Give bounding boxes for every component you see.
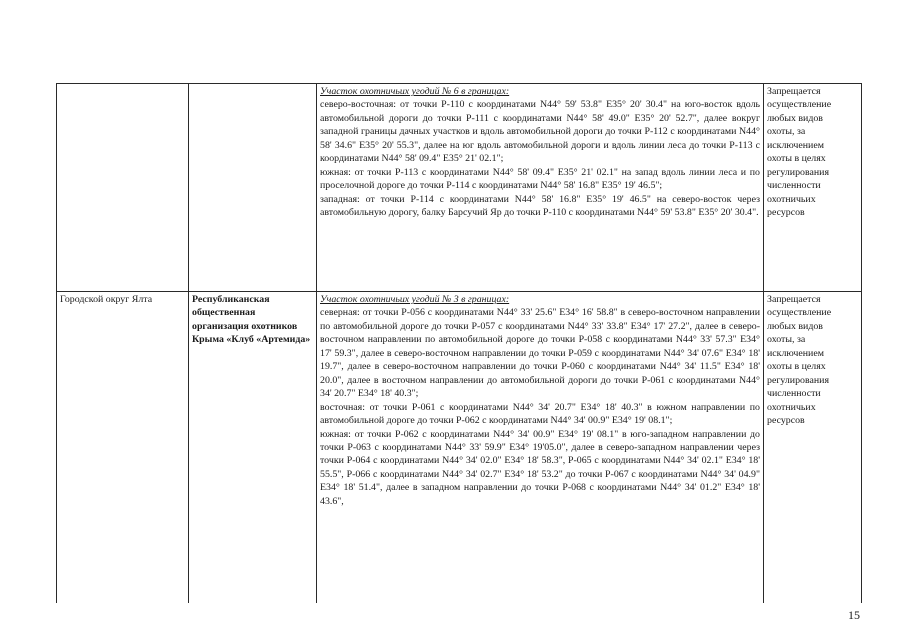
table-row [57,292,862,604]
restriction-text: Запрещается осуществление любых видов охоты, за исключением охоты в целях регулирования численности охотничьих ресурсов [767,86,832,219]
region-name: Городской округ Ялта [60,294,153,305]
organization-name: Республиканская общественная организация охотников Крыма «Клуб «Артемида» [192,294,311,346]
plot-heading: Участок охотничьих угодий № 3 в границах: [320,294,510,305]
restriction-text: Запрещается осуществление любых видов охоты, за исключением охоты в целях регулирования численности охотничьих ресурсов [767,294,832,427]
boundary-paragraph: северная: от точки Р-056 с координатами N44° 33' 25.6" E34° 16' 58.8" в северо-восточном направлении по автомобильной дороге до точки Р-057 с координатами N44° 33' 33.8" E34° 17' 27.2", далее в северо-восточном направлении по автомобильной дороге до точки Р-058 с координатами N44° 33' 57.3" E34° 17' 59.3", далее в северо-восточном направлении до точки Р-059 с координатами N44° 34' 07.6" E34° 18' 19.7", далее в северо-восточном направлении до точки Р-060 с координатами N44° 34' 11.5" E34° 18' 20.0", далее в восточном направлении до автомобильной дороги до точки Р-061 с координатами N44° 34' 20.7" E34° 18' 40.3"; [320,307,760,400]
hunting-grounds-table [56,83,862,603]
plot-heading: Участок охотничьих угодий № 6 в границах: [320,86,510,97]
restriction-cell [764,292,862,604]
boundary-description-cell [317,292,764,604]
region-cell [57,292,189,604]
boundary-paragraph: южная: от точки Р-113 с координатами N44° 58' 09.4" E35° 21' 02.1" на запад вдоль линии леса и по проселочной дороге до точки Р-114 с координатами N44° 58' 16.8" E35° 19' 46.5"; [320,166,760,192]
organization-cell [189,292,317,604]
boundary-paragraph: северо-восточная: от точки Р-110 с координатами N44° 59' 53.8" E35° 20' 30.4" на юго-восток вдоль автомобильной дороги до точки Р-111 с координатами N44° 58' 49.0" E35° 20' 52.7", далее вокруг западной границы дачных участков и вдоль автомобильной дороги до точки Р-112 с координатами N44° 58' 34.6" E35° 20' 55.3", далее на юг вдоль автомобильной дороги и вдоль линии леса до точки Р-113 с координатами N44° 58' 09.4" E35° 21' 02.1"; [320,99,760,165]
boundary-paragraph: восточная: от точки Р-061 с координатами N44° 34' 20.7" E34° 18' 40.3" в южном направлении по автомобильной дороге до точки Р-062 с координатами N44° 34' 00.9" E34° 19' 08.1"; [320,401,760,427]
restriction-cell [764,84,862,292]
organization-cell [189,84,317,292]
table-row [57,84,862,292]
boundary-paragraph: западная: от точки Р-114 с координатами N44° 58' 16.8" E35° 19' 46.5" на северо-восток через автомобильную дорогу, балку Барсучий Яр до точки Р-110 с координатами N44° 59' 53.8" E35° 20' 30.4". [320,193,760,219]
boundary-paragraph: южная: от точки Р-062 с координатами N44° 34' 00.9" E34° 19' 08.1" в юго-западном направлении до точки Р-063 с координатами N44° 33' 59.9" E34° 19'05.0", далее в северо-западном направлении через точки Р-064 с координатами N44° 34' 02.0" E34° 18' 58.3", Р-065 с координатами N44° 34' 02.1" E34° 18' 55.5", Р-066 с координатами N44° 34' 02.7" E34° 18' 53.2" до точки Р-067 с координатами N44° 34' 04.9" E34° 18' 51.4", далее в западном направлении до точки Р-068 с координатами N44° 34' 01.2" E34° 18' 43.6", [320,428,760,507]
boundary-description-cell [317,84,764,292]
region-cell [57,84,189,292]
page-number: 15 [848,608,860,622]
